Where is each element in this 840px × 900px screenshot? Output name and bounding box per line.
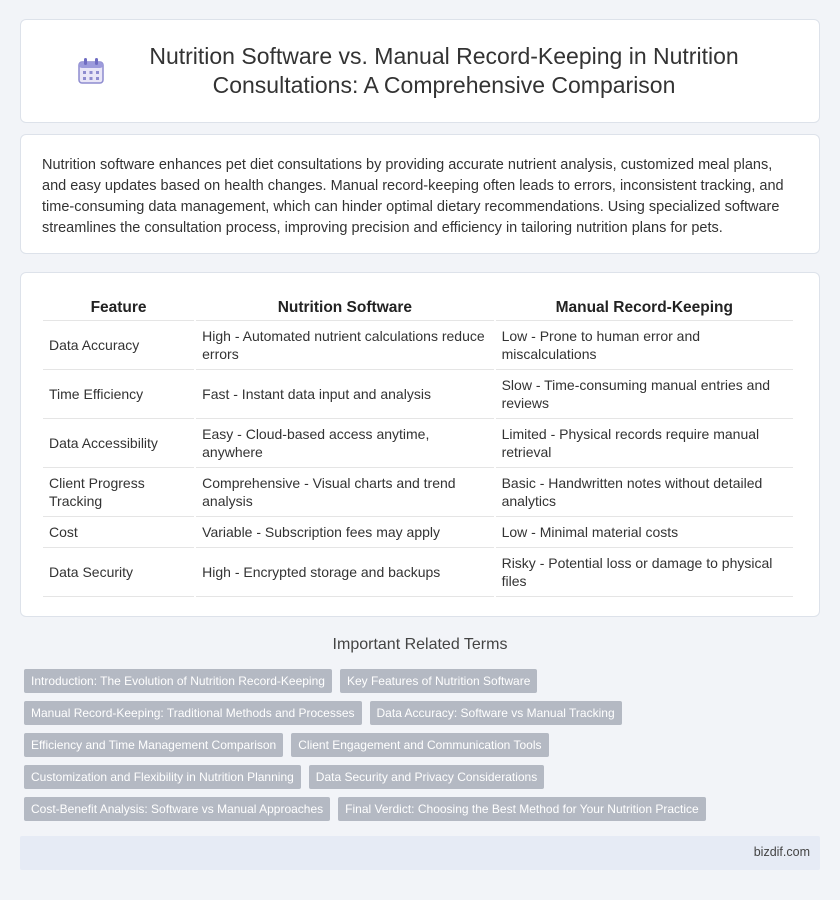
- related-tag[interactable]: Final Verdict: Choosing the Best Method for Your Nutrition Practice: [338, 797, 706, 821]
- feature-cell: Data Accuracy: [43, 321, 194, 370]
- related-tag[interactable]: Efficiency and Time Management Comparison: [24, 733, 283, 757]
- table-row: [43, 419, 793, 468]
- page-title: Nutrition Software vs. Manual Record-Keeping in Nutrition Consultations: A Comprehensive Comparison: [149, 43, 739, 98]
- feature-cell: Time Efficiency: [43, 370, 194, 419]
- related-tag[interactable]: Manual Record-Keeping: Traditional Methods and Processes: [24, 701, 362, 725]
- software-cell: High - Automated nutrient calculations reduce errors: [196, 321, 493, 370]
- table-row: [43, 468, 793, 517]
- feature-cell: Data Security: [43, 548, 194, 597]
- software-cell: Fast - Instant data input and analysis: [196, 370, 493, 419]
- feature-cell: Cost: [43, 517, 194, 548]
- intro-paragraph: Nutrition software enhances pet diet consultations by providing accurate nutrient analysis, customized meal plans, and easy updates based on health changes. Manual record-keeping often leads to errors, inconsistent tracking, and time-consuming data management, which can hinder optimal dietary recommendations. Using specialized software streamlines the consultation process, improving precision and efficiency in tailoring nutrition plans for pets.: [42, 157, 784, 236]
- tag-row: [24, 797, 714, 821]
- tag-row: [24, 733, 557, 757]
- manual-cell: Low - Minimal material costs: [496, 517, 793, 548]
- table-row: [43, 517, 793, 548]
- table-row: [43, 548, 793, 597]
- footer-bar: [20, 836, 820, 870]
- comparison-table-card: [20, 272, 820, 617]
- related-terms-heading: Important Related Terms: [332, 636, 508, 653]
- manual-cell: Limited - Physical records require manual retrieval: [496, 419, 793, 468]
- manual-cell: Low - Prone to human error and miscalculations: [496, 321, 793, 370]
- manual-cell: Slow - Time-consuming manual entries and reviews: [496, 370, 793, 419]
- software-cell: Easy - Cloud-based access anytime, anywhere: [196, 419, 493, 468]
- related-tag[interactable]: Introduction: The Evolution of Nutrition Record-Keeping: [24, 669, 332, 693]
- related-tag[interactable]: Client Engagement and Communication Tools: [291, 733, 548, 757]
- related-tag[interactable]: Key Features of Nutrition Software: [340, 669, 537, 693]
- feature-cell: Client Progress Tracking: [43, 468, 194, 517]
- manual-cell: Risky - Potential loss or damage to physical files: [496, 548, 793, 597]
- header-nutrition-software: Nutrition Software: [196, 294, 493, 321]
- software-cell: Variable - Subscription fees may apply: [196, 517, 493, 548]
- tag-row: [24, 701, 630, 725]
- title-card: [20, 19, 820, 123]
- related-tag[interactable]: Data Accuracy: Software vs Manual Tracking: [370, 701, 622, 725]
- table-row: [43, 370, 793, 419]
- tag-row: [24, 765, 552, 789]
- table-header-row: [43, 294, 793, 321]
- intro-card: [20, 134, 820, 254]
- header-manual-record-keeping: Manual Record-Keeping: [496, 294, 793, 321]
- manual-cell: Basic - Handwritten notes without detailed analytics: [496, 468, 793, 517]
- feature-cell: Data Accessibility: [43, 419, 194, 468]
- header-feature: Feature: [43, 294, 194, 321]
- title-wrap: [76, 42, 764, 100]
- software-cell: High - Encrypted storage and backups: [196, 548, 493, 597]
- table-row: [43, 321, 793, 370]
- related-tag[interactable]: Customization and Flexibility in Nutrition Planning: [24, 765, 301, 789]
- footer-site-link[interactable]: bizdif.com: [753, 845, 810, 859]
- software-cell: Comprehensive - Visual charts and trend analysis: [196, 468, 493, 517]
- comparison-table: [41, 294, 795, 597]
- related-tag[interactable]: Data Security and Privacy Considerations: [309, 765, 544, 789]
- calendar-icon: [76, 56, 106, 86]
- tag-row: [24, 669, 545, 693]
- related-tag[interactable]: Cost-Benefit Analysis: Software vs Manual Approaches: [24, 797, 330, 821]
